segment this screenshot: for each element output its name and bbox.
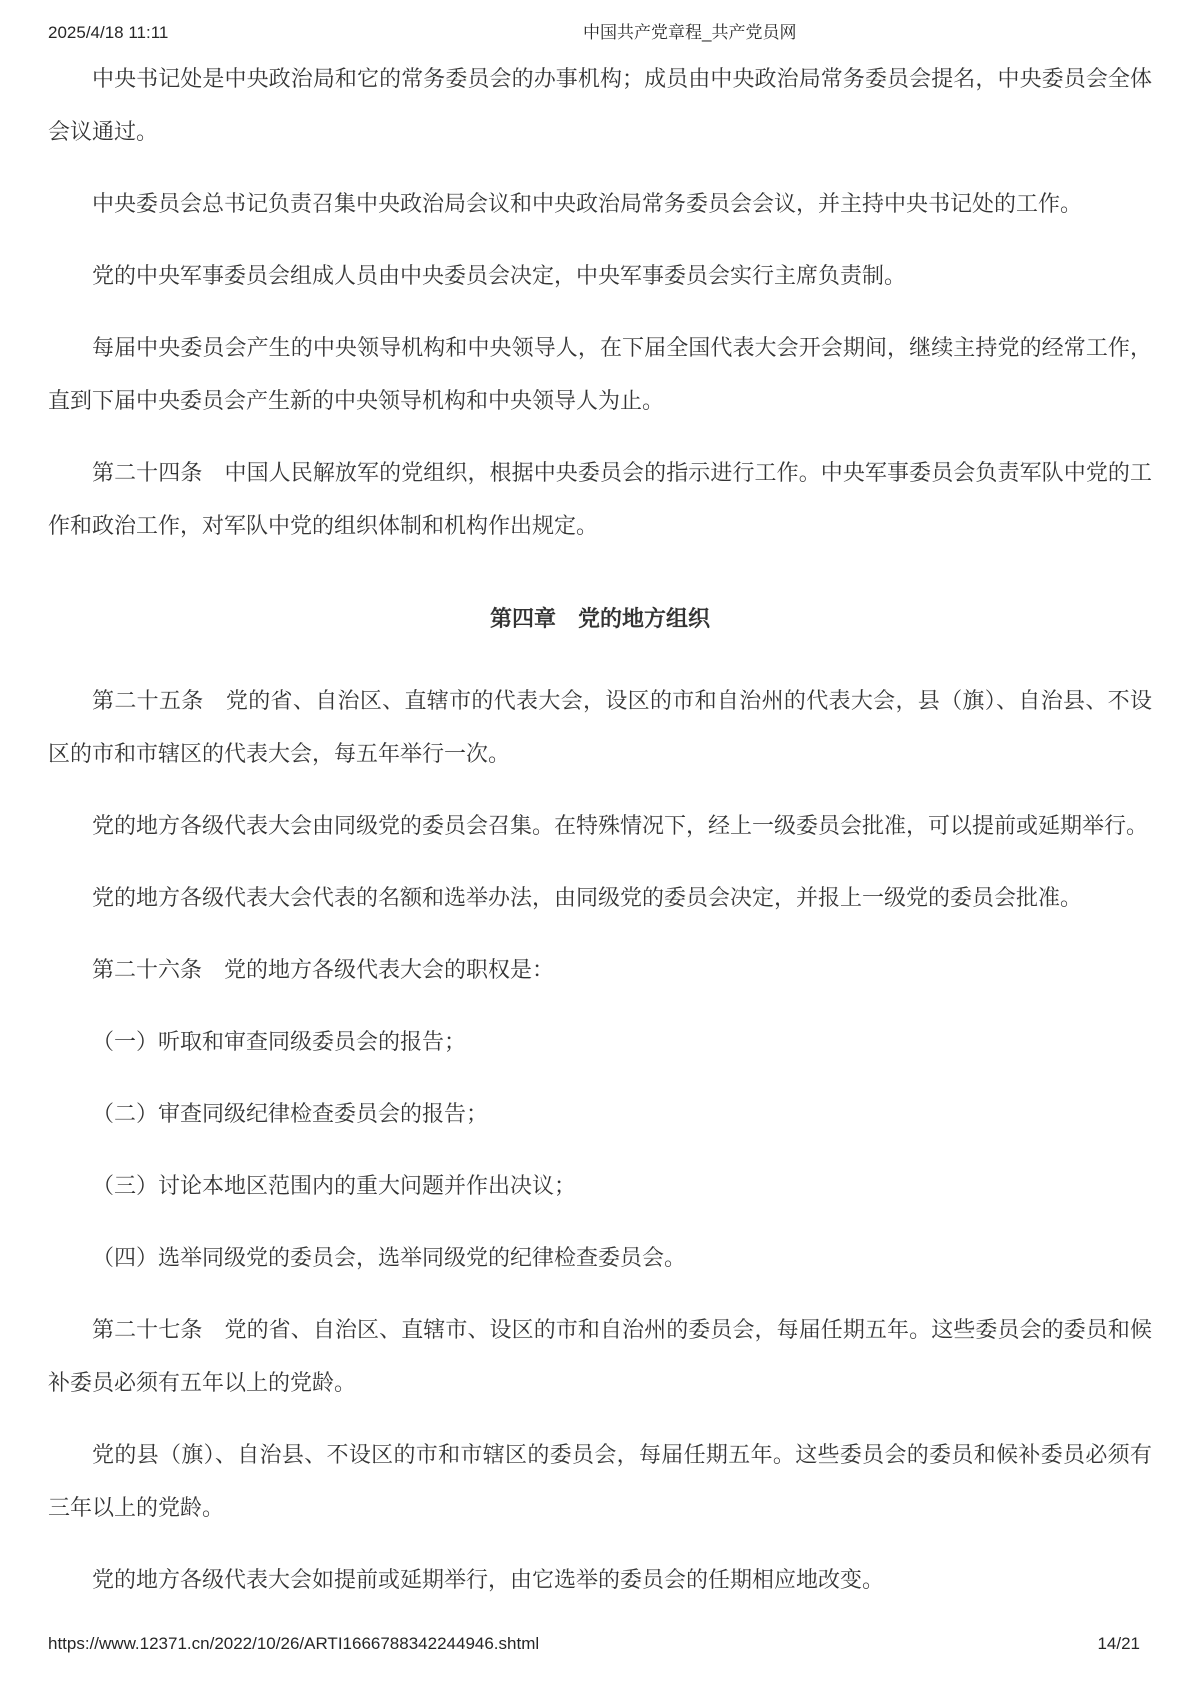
document-paragraph: 党的中央军事委员会组成人员由中央委员会决定，中央军事委员会实行主席负责制。: [92, 263, 907, 288]
document-paragraph: （三）讨论本地区范围内的重大问题并作出决议；: [92, 1173, 577, 1198]
document-paragraph: （四）选举同级党的委员会，选举同级党的纪律检查委员会。: [92, 1245, 687, 1270]
footer-url: https://www.12371.cn/2022/10/26/ARTI1666788342244946.shtml: [48, 1634, 540, 1653]
document-paragraph: （一）听取和审查同级委员会的报告；: [92, 1029, 467, 1054]
document-paragraph: 党的地方各级代表大会代表的名额和选举办法，由同级党的委员会决定，并报上一级党的委员会批准。: [92, 885, 1083, 910]
print-footer: [48, 1634, 1140, 1654]
footer-page-number: 14/21: [1097, 1634, 1140, 1653]
document-paragraph: 党的县（旗）、自治县、不设区的市和市辖区的委员会，每届任期五年。这些委员会的委员和候补委员必须有三年以上的党龄。: [48, 1442, 1152, 1520]
document-body: [48, 0, 1152, 1625]
document-paragraph: 中央书记处是中央政治局和它的常务委员会的办事机构；成员由中央政治局常务委员会提名，中央委员会全体会议通过。: [48, 66, 1152, 144]
document-paragraph: 党的地方各级代表大会由同级党的委员会召集。在特殊情况下，经上一级委员会批准，可以提前或延期举行。: [92, 813, 1149, 838]
document-paragraph: 第二十六条 党的地方各级代表大会的职权是：: [92, 957, 555, 982]
section-after-heading: [48, 674, 1152, 1606]
document-paragraph: 每届中央委员会产生的中央领导机构和中央领导人，在下届全国代表大会开会期间，继续主持党的经常工作，直到下届中央委员会产生新的中央领导机构和中央领导人为止。: [48, 335, 1152, 413]
header-datetime: 2025/4/18 11:11: [48, 23, 169, 42]
document-paragraph: 第二十七条 党的省、自治区、直辖市、设区的市和自治州的委员会，每届任期五年。这些委员会的委员和候补委员必须有五年以上的党龄。: [48, 1317, 1152, 1395]
header-title: 中国共产党章程_共产党员网: [583, 23, 797, 42]
document-paragraph: 第二十四条 中国人民解放军的党组织，根据中央委员会的指示进行工作。中央军事委员会负责军队中党的工作和政治工作，对军队中党的组织体制和机构作出规定。: [48, 460, 1152, 538]
document-paragraph: 第二十五条 党的省、自治区、直辖市的代表大会，设区的市和自治州的代表大会，县（旗）、自治县、不设区的市和市辖区的代表大会，每五年举行一次。: [48, 688, 1152, 766]
document-paragraph: 中央委员会总书记负责召集中央政治局会议和中央政治局常务委员会会议，并主持中央书记处的工作。: [92, 191, 1083, 216]
document-paragraph: （二）审查同级纪律检查委员会的报告；: [92, 1101, 489, 1126]
chapter-heading: 第四章 党的地方组织: [489, 606, 710, 631]
section-before-heading: [48, 52, 1152, 552]
document-paragraph: 党的地方各级代表大会如提前或延期举行，由它选举的委员会的任期相应地改变。: [92, 1567, 885, 1592]
